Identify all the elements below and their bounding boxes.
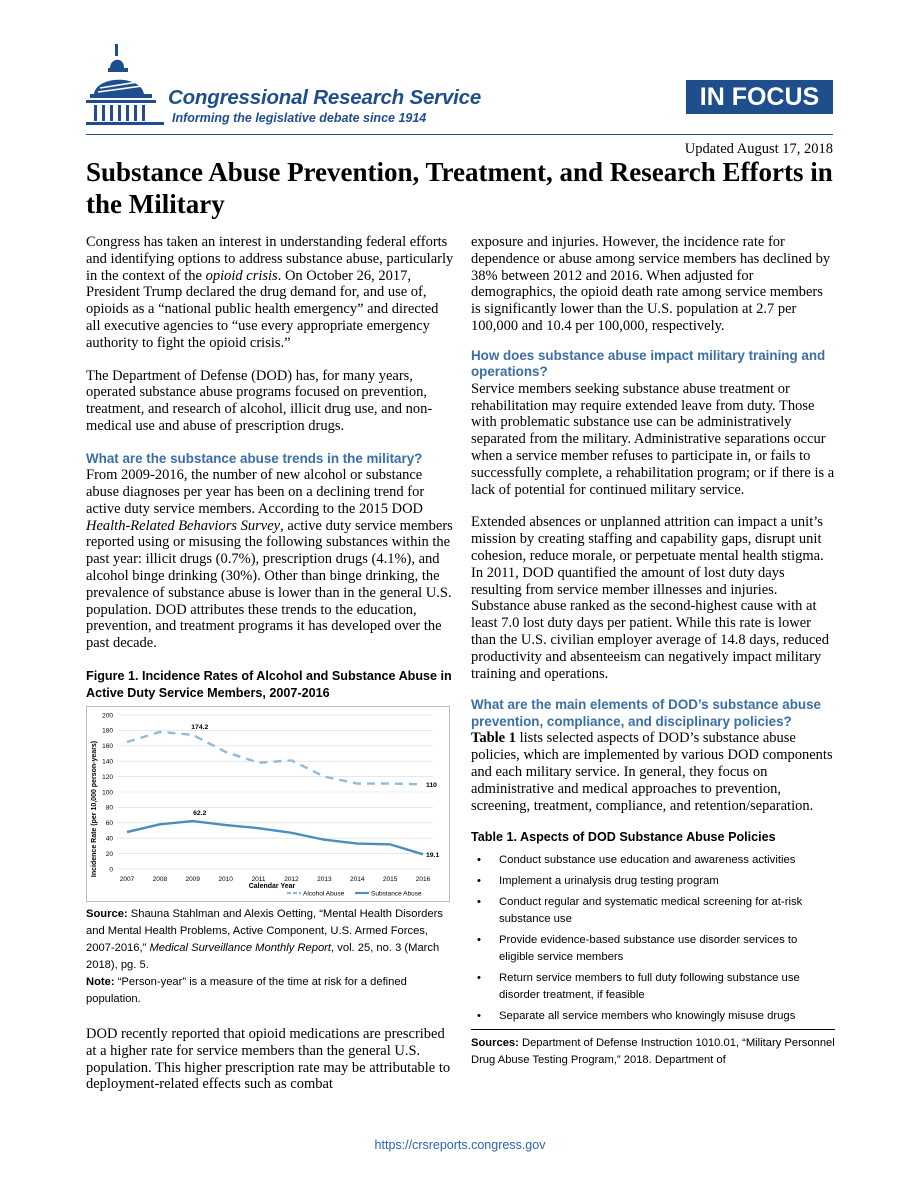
y-tick-label: 40 (105, 835, 113, 843)
page-title: Substance Abuse Prevention, Treatment, and Research Efforts in the Military (86, 157, 833, 219)
y-tick-label: 160 (102, 743, 113, 751)
x-tick-label: 2009 (185, 876, 201, 884)
updated-date: Updated August 17, 2018 (684, 141, 833, 157)
section-heading-impact: How does substance abuse impact military training and operations? (471, 347, 826, 380)
org-tagline: Informing the legislative debate since 1914 (172, 111, 427, 125)
chart-y-ticks (102, 712, 113, 873)
source-journal: Medical Surveillance Monthly Report (149, 942, 332, 955)
policy-list (471, 852, 835, 1025)
figure-source (86, 906, 454, 974)
x-tick-label: 2015 (382, 876, 398, 884)
opioid-prescription-paragraph: DOD recently reported that opioid medications are prescribed at a higher rate for service members than the general U.S. population. This higher prescription rate may be attributable to deployment-related effects such as combat (86, 1026, 451, 1093)
table-sources (471, 1035, 835, 1069)
footer-url[interactable]: https://crsreports.congress.gov (374, 1138, 546, 1152)
y-tick-label: 20 (105, 850, 113, 858)
left-column (86, 234, 454, 1093)
bullet-icon: • (477, 971, 481, 984)
y-tick-label: 140 (102, 758, 113, 766)
dod-programs-paragraph: The Department of Defense (DOD) has, for many years, operated substance abuse programs focused on prevention, treatment, and research of alcohol, illicit drug use, and non-medical use and abuse of prescription drugs. (86, 367, 433, 434)
y-tick-label: 180 (102, 727, 113, 735)
figure-caption: Figure 1. Incidence Rates of Alcohol and Substance Abuse in Active Duty Service Members, 2007-2016 (86, 669, 452, 700)
policies-paragraph (471, 730, 835, 814)
intro-emphasis: opioid crisis (205, 267, 278, 284)
note-label: Note: (86, 976, 115, 989)
data-label: 19.1 (426, 851, 440, 859)
y-tick-label: 120 (102, 773, 113, 781)
chart-y-axis-label: Incidence Rate (per 10,000 person-years) (91, 740, 98, 878)
list-item: • Conduct regular and systematic medical screening for at-risk substance use (477, 895, 803, 925)
capitol-dome-logo (86, 42, 170, 128)
chart-x-ticks (120, 876, 431, 883)
trends-text-b: , active duty service members reported using or misusing the following substances within the past year: illicit drugs (0.7%), prescription drugs (4.1%), and alcohol binge drinking (30%). Other than binge drinking, the prevalence of substance abuse is lower than in the general U.S. population. DOD attributes these trends to the education, prevention, and treatment programs it has developed over the past decade. (86, 517, 453, 652)
data-label: 174.2 (191, 723, 209, 731)
list-item: • Return service members to full duty following substance use disorder treatment, if feasible (477, 971, 800, 1001)
series-line-substance-abuse (127, 821, 423, 854)
x-tick-label: 2010 (218, 876, 233, 884)
source-text-b: , vol. 25, no. 3 (March 2018), pg. 5. (86, 942, 440, 972)
y-tick-label: 60 (105, 820, 113, 828)
intro-text-a: Congress has taken an interest in understanding federal efforts and identifying options to address substance abuse, particularly in the context of the (86, 234, 454, 284)
table-caption: Table 1. Aspects of DOD Substance Abuse Policies (471, 830, 776, 845)
x-tick-label: 2008 (152, 876, 168, 884)
legend-label: Alcohol Abuse (303, 890, 345, 898)
list-item: • Separate all service members who knowingly misuse drugs (471, 1008, 835, 1025)
org-name: Congressional Research Service (168, 86, 482, 109)
figure-note (86, 974, 454, 1008)
incidence-rate-chart (86, 706, 450, 902)
source-label: Source: (86, 908, 128, 921)
x-tick-label: 2007 (119, 876, 135, 884)
list-item: • Conduct substance use education and awareness activities (471, 852, 835, 869)
absences-paragraph: Extended absences or unplanned attrition can impact a unit’s mission by creating staffing and capability gaps, disrupt unit cohesion, reduce morale, or perpetuate mental health stigma. In 2011, DOD quantified the amount of lost duty days resulting from service member illnesses and injuries. Substance abuse ranked as the second-highest cause with at least 7.0 lost duty days per patient. While this rate is lower than the U.S. civilian employer average of 14.8 days, reduced productivity and absenteeism can negatively impact military training and operations. (471, 514, 829, 682)
opioid-decline-paragraph: exposure and injuries. However, the incidence rate for dependence or abuse among service members has declined by 38% between 2012 and 2016. When adjusted for demographics, the opioid death rate among service members is significantly lower than the U.S. population at 2.7 per 100,000 and 10.4 per 100,000, respectively. (471, 234, 831, 334)
bullet-icon: • (477, 933, 481, 946)
bullet-icon: • (477, 853, 481, 866)
y-tick-label: 80 (105, 804, 113, 812)
table-ref: Table 1 (471, 730, 516, 747)
x-tick-label: 2014 (349, 876, 365, 884)
x-tick-label: 2012 (284, 876, 299, 884)
sources-label: Sources: (471, 1036, 519, 1049)
y-tick-label: 0 (109, 866, 113, 874)
header-rule (86, 134, 833, 135)
data-label: 110 (426, 781, 437, 789)
intro-paragraph (86, 234, 454, 352)
legend-label: Substance Abuse (371, 890, 422, 898)
source-text-a: Shauna Stahlman and Alexis Oetting, “Mental Health Disorders and Mental Health Problems, Active Component, U.S. Armed Forces, 2007-2016,” (86, 908, 443, 955)
survey-title: Health-Related Behaviors Survey (86, 517, 281, 534)
leave-paragraph: Service members seeking substance abuse treatment or rehabilitation may require extended leave from duty. Those with problematic substance use can be administratively separated from the military. Administrative separations occur when a service member refuses to participate in, or fails to successfully complete, a rehabilitation program; or if there is a lack of potential for continued military service. (471, 380, 835, 498)
y-tick-label: 200 (102, 712, 113, 720)
x-tick-label: 2011 (251, 876, 266, 884)
bullet-icon: • (477, 895, 481, 908)
chart-series (127, 732, 423, 854)
section-heading-policies: What are the main elements of DOD’s substance abuse prevention, compliance, and disciplinary policies? (471, 697, 821, 729)
policies-text: lists selected aspects of DOD’s substance abuse policies, which are implemented by various DOD components and each military service. In general, they focus on administrative and medical approaches to prevention, screening, treatment, compliance, and retention/separation. (471, 730, 833, 814)
x-tick-label: 2016 (415, 876, 431, 884)
chart-grid (117, 715, 433, 869)
in-focus-badge: IN FOCUS (686, 80, 833, 114)
chart-x-axis-label: Calendar Year (248, 883, 296, 891)
data-label: 62.2 (193, 810, 207, 818)
chart-legend (287, 891, 422, 898)
trends-text-a: From 2009-2016, the number of new alcohol or substance abuse diagnoses per year has been on a declining trend for active duty service members. According to the 2015 DOD (86, 467, 425, 517)
table-rule (471, 1029, 835, 1030)
list-item: • Implement a urinalysis drug testing program (471, 873, 835, 890)
note-text: “Person-year” is a measure of the time at risk for a defined population. (86, 976, 407, 1006)
bullet-icon: • (477, 874, 481, 887)
list-item: • Provide evidence-based substance use disorder services to eligible service members (477, 933, 798, 963)
trends-paragraph (86, 467, 454, 652)
intro-text-b: . On October 26, 2017, President Trump declared the drug demand for, and use of, opioids as a “national public health emergency” and directed all executive agencies to “use every appropriate emergency authority to fight the opioid crisis.” (86, 267, 439, 351)
y-tick-label: 100 (102, 789, 113, 797)
x-tick-label: 2013 (317, 876, 332, 884)
section-heading-trends: What are the substance abuse trends in the military? (86, 450, 423, 466)
bullet-icon: • (477, 1009, 481, 1022)
right-column (471, 234, 835, 1069)
sources-text: Department of Defense Instruction 1010.01, “Military Personnel Drug Abuse Testing Program,” 2018. Department of (471, 1036, 835, 1066)
